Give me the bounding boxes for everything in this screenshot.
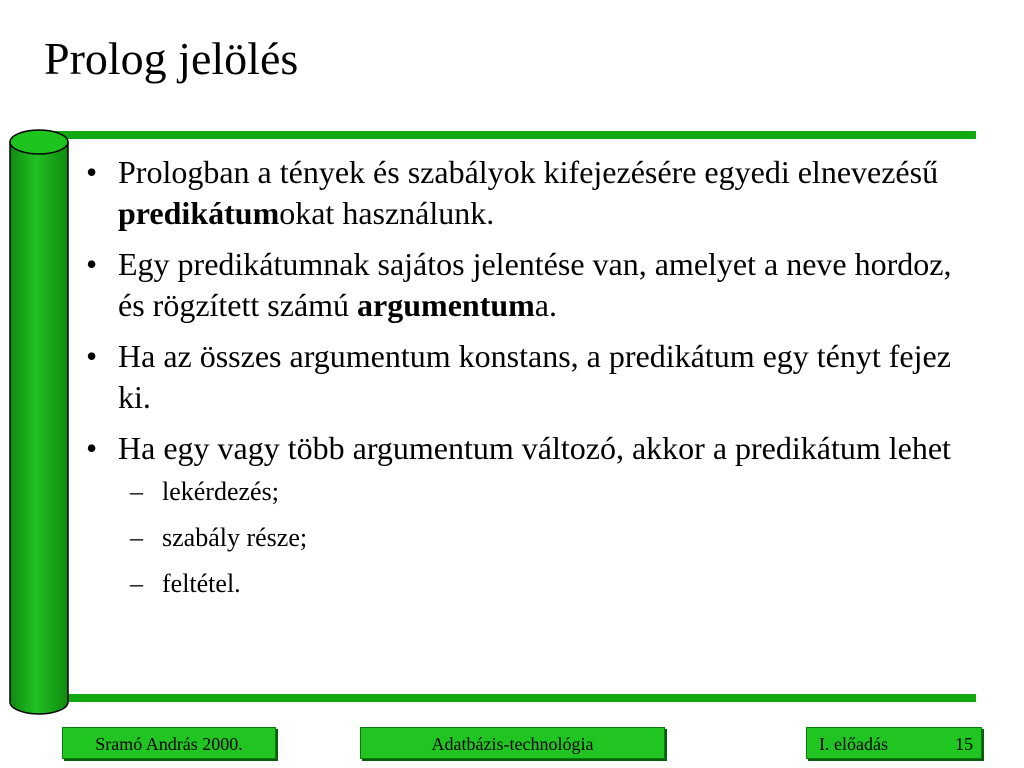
bullet-item [84, 152, 964, 234]
page-number: 15 [955, 734, 973, 754]
bullet-item [84, 244, 964, 326]
sub-bullet-text: feltétel. [162, 569, 241, 598]
footer-lecture-box [806, 727, 982, 759]
bullet-marker: • [86, 246, 98, 282]
slide-content [84, 152, 964, 613]
footer-author: Sramó András 2000. [62, 727, 276, 759]
sub-bullet-item [118, 521, 964, 554]
bullet-text: a. [534, 287, 557, 323]
bullet-text: Egy predikátumnak sajátos jelentése van, amelyet a neve hordoz, és rögzített számú [118, 246, 952, 323]
sub-bullet-text: szabály része; [162, 523, 308, 552]
sub-bullet-item [118, 475, 964, 508]
bullet-text: Ha az összes argumentum konstans, a predikátum egy tényt fejez ki. [118, 338, 951, 415]
sub-bullet-list [118, 475, 964, 600]
dash-marker: – [130, 569, 143, 598]
bullet-list [84, 152, 964, 600]
bullet-text: Prologban a tények és szabályok kifejezésére egyedi elnevezésű [118, 154, 939, 190]
bullet-marker: • [86, 430, 98, 466]
green-cylinder-decoration [8, 128, 70, 718]
bullet-item [84, 428, 964, 600]
top-green-rule [40, 131, 976, 139]
slide-title: Prolog jelölés [44, 33, 299, 84]
bullet-item [84, 336, 964, 418]
bullet-text: okat használunk. [279, 195, 495, 231]
bullet-marker: • [86, 338, 98, 374]
dash-marker: – [130, 523, 143, 552]
sub-bullet-text: lekérdezés; [162, 477, 279, 506]
bullet-text: Ha egy vagy több argumentum változó, akkor a predikátum lehet [118, 430, 951, 466]
footer-course: Adatbázis-technológia [360, 727, 665, 759]
bold-term: predikátum [118, 195, 280, 231]
bullet-marker: • [86, 154, 98, 190]
footer-lecture: I. előadás [819, 734, 888, 754]
bold-term: argumentum [357, 287, 535, 323]
bottom-green-rule [40, 694, 976, 702]
sub-bullet-item [118, 567, 964, 600]
dash-marker: – [130, 477, 143, 506]
